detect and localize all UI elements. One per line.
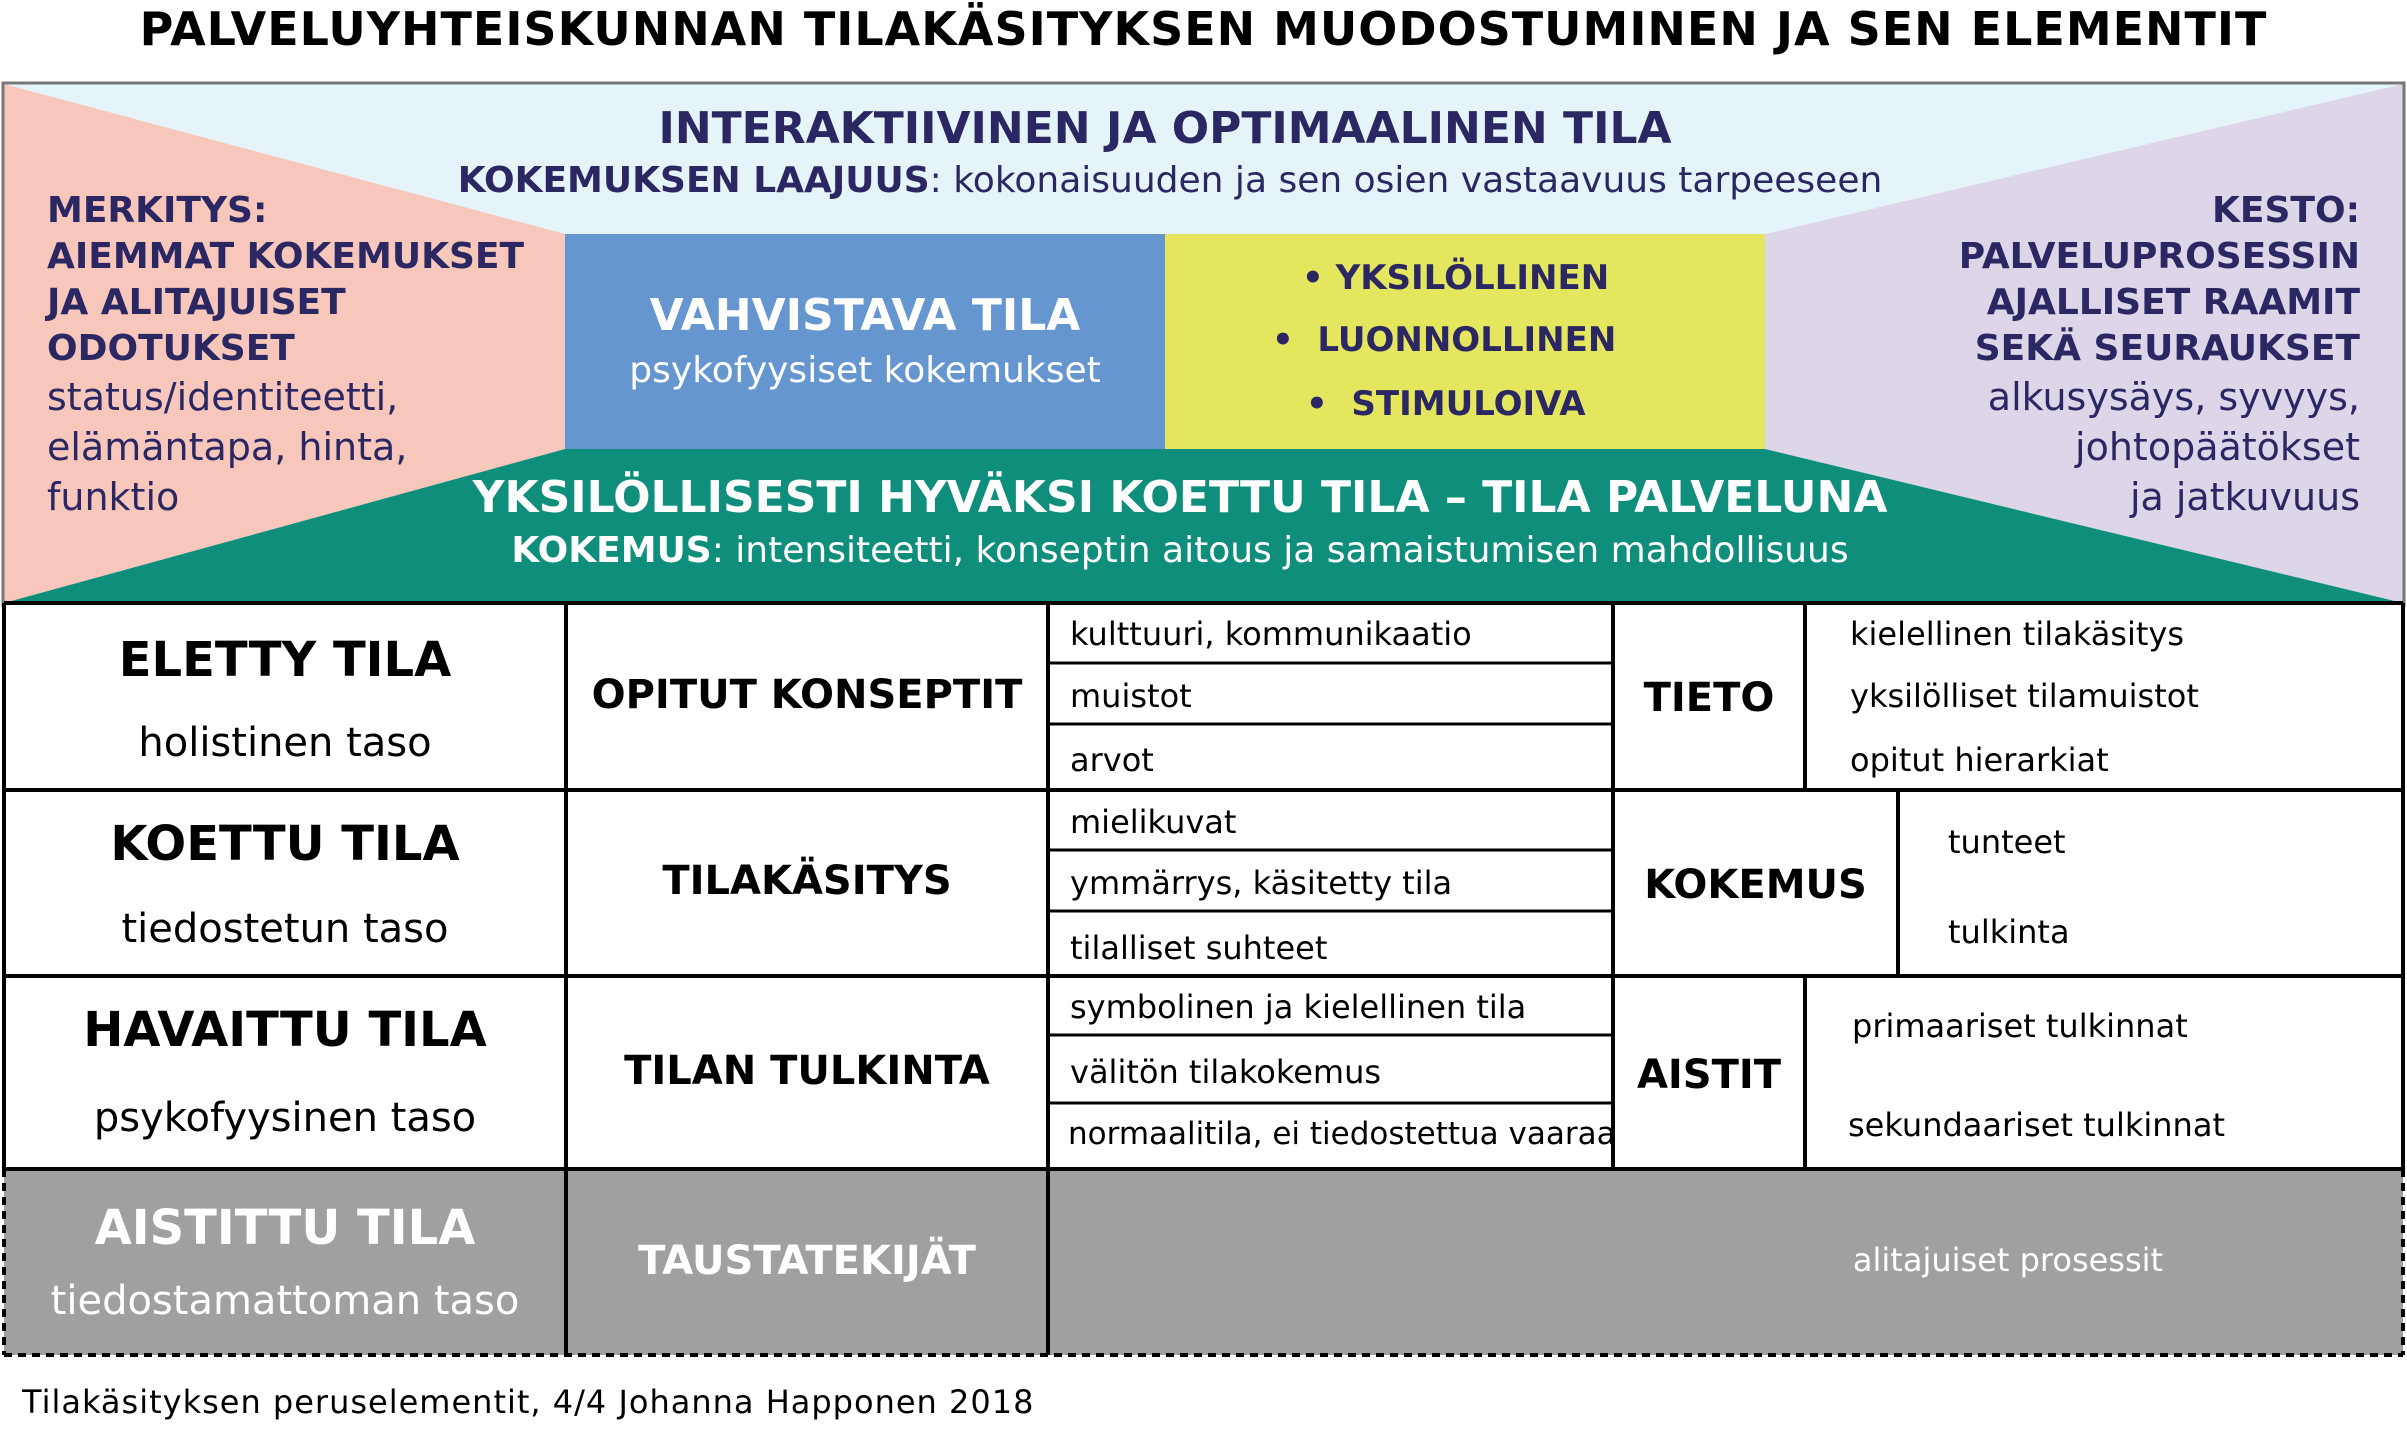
right-heading-2: PALVELUPROSESSIN (1958, 236, 2360, 277)
row-level-aistittu: tiedostamattoman taso (50, 1278, 520, 1324)
left-text-3: funktio (47, 475, 180, 519)
row-title-eletty: ELETTY TILA (118, 632, 452, 688)
row-concept-aistittu: TAUSTATEKIJÄT (638, 1238, 976, 1284)
left-heading-2: AIEMMAT KOKEMUKSET (47, 236, 525, 277)
top-subtitle-text: : kokonaisuuden ja sen osien vastaavuus tarpeeseen (929, 160, 1883, 201)
row-concept-koettu: TILAKÄSITYS (662, 858, 952, 904)
top-subtitle (340, 160, 2000, 201)
row-level-havaittu: psykofyysinen taso (93, 1095, 477, 1141)
row-item-koettu-1: mielikuvat (1070, 803, 1237, 841)
row-item-havaittu-2: välitön tilakokemus (1070, 1053, 1382, 1091)
right-text-1: alkusysäys, syvyys, (1987, 375, 2360, 419)
vahvistava-title: VAHVISTAVA TILA (649, 290, 1081, 341)
right-heading-3: AJALLISET RAAMIT (1986, 282, 2360, 323)
row-wide-aistittu: alitajuiset prosessit (1852, 1241, 2164, 1279)
row-detail-kokemus-1: tunteet (1948, 823, 2066, 861)
row-item-eletty-2: muistot (1070, 677, 1192, 715)
row-category-tieto: TIETO (1643, 675, 1775, 721)
bullet-1 (1302, 258, 1609, 298)
row-item-koettu-2: ymmärrys, käsitetty tila (1070, 864, 1453, 902)
left-text-1: status/identiteetti, (47, 375, 399, 419)
row-title-aistittu: AISTITTU TILA (94, 1200, 476, 1256)
row-item-koettu-3: tilalliset suhteet (1070, 929, 1328, 967)
row-concept-havaittu: TILAN TULKINTA (624, 1048, 990, 1094)
row-concept-eletty: OPITUT KONSEPTIT (591, 672, 1023, 718)
row-detail-tieto-3: opitut hierarkiat (1850, 741, 2109, 779)
vahvistava-box (565, 234, 1165, 449)
row-title-koettu: KOETTU TILA (110, 816, 460, 872)
row-detail-aistit-2: sekundaariset tulkinnat (1848, 1106, 2225, 1144)
row-category-aistit: AISTIT (1636, 1052, 1782, 1098)
bottom-subtitle (240, 530, 2120, 571)
right-heading-1: KESTO: (2212, 190, 2360, 231)
right-text-3: ja jatkuvuus (2129, 475, 2360, 519)
row-item-havaittu-1: symbolinen ja kielellinen tila (1070, 988, 1527, 1026)
bottom-subtitle-text: : intensiteetti, konseptin aitous ja samaistumisen mahdollisuus (711, 530, 1849, 571)
left-text-2: elämäntapa, hinta, (47, 425, 408, 469)
row-detail-tieto-2: yksilölliset tilamuistot (1850, 677, 2199, 715)
bottom-subtitle-bold: KOKEMUS (511, 530, 712, 571)
right-text-2: johtopäätökset (2075, 425, 2360, 469)
bullet-dot-3: • (1306, 384, 1328, 424)
row-item-eletty-3: arvot (1070, 741, 1154, 779)
row-title-havaittu: HAVAITTU TILA (83, 1002, 487, 1058)
top-subtitle-bold: KOKEMUKSEN LAAJUUS (457, 160, 930, 201)
row-detail-kokemus-2: tulkinta (1948, 913, 2070, 951)
right-heading-4: SEKÄ SEURAUKSET (1974, 328, 2360, 369)
row-item-eletty-1: kulttuuri, kommunikaatio (1070, 615, 1472, 653)
bullet-label-3: STIMULOIVA (1351, 384, 1586, 424)
row-level-koettu: tiedostetun taso (121, 906, 449, 952)
bullet-3 (1306, 384, 1586, 424)
bullet-dot-2: • (1272, 320, 1294, 360)
left-heading-1: MERKITYS: (47, 190, 268, 231)
row-item-havaittu-3: normaalitila, ei tiedostettua vaaraa (1068, 1116, 1616, 1152)
row-level-eletty: holistinen taso (138, 720, 432, 766)
bullet-label-2: LUONNOLLINEN (1317, 320, 1617, 360)
left-heading-3: JA ALITAJUISET ODOTUKSET (47, 282, 346, 369)
row-detail-aistit-1: primaariset tulkinnat (1852, 1007, 2188, 1045)
top-heading: INTERAKTIIVINEN JA OPTIMAALINEN TILA (658, 103, 1672, 154)
row-detail-tieto-1: kielellinen tilakäsitys (1850, 615, 2185, 653)
bullet-label-1: YKSILÖLLINEN (1335, 258, 1610, 298)
bullet-dot-1: • (1302, 258, 1324, 298)
row-category-kokemus: KOKEMUS (1644, 862, 1867, 908)
page-title: PALVELUYHTEISKUNNAN TILAKÄSITYKSEN MUODOSTUMINEN JA SEN ELEMENTIT (139, 2, 2268, 56)
bullet-2 (1272, 320, 1616, 360)
footer-caption: Tilakäsityksen peruselementit, 4/4 Johanna Happonen 2018 (22, 1383, 1035, 1421)
vahvistava-subtitle: psykofyysiset kokemukset (629, 350, 1101, 391)
bottom-heading: YKSILÖLLISESTI HYVÄKSI KOETTU TILA – TILA PALVELUNA (472, 472, 1888, 523)
